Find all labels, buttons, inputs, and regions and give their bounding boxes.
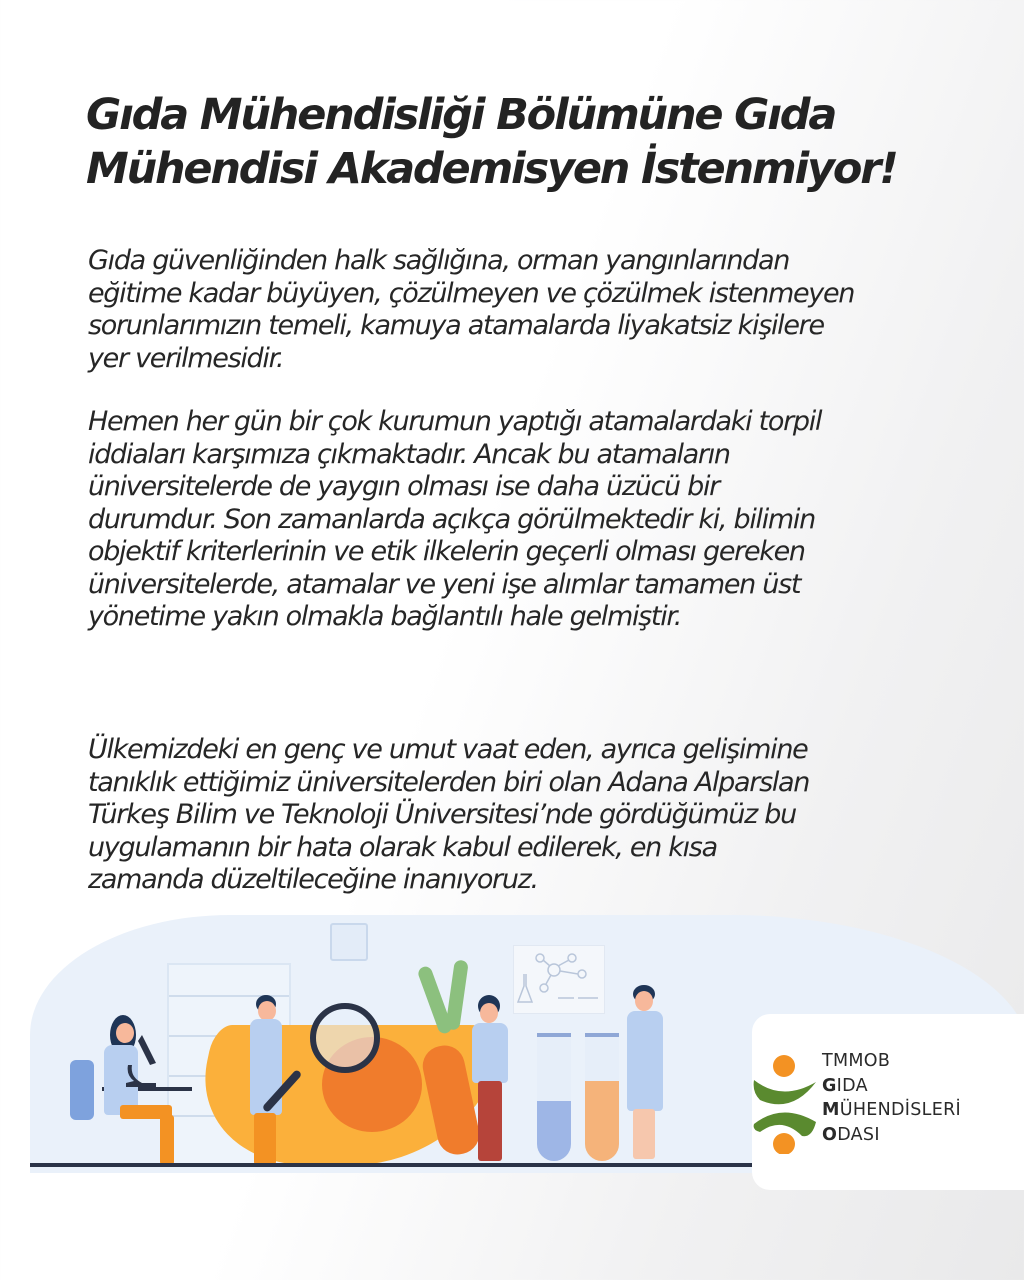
text-line: yönetime yakın olmakla bağlantılı hale gelmiştir. (88, 601, 682, 632)
text-line: eğitime kadar büyüyen, çözülmeyen ve çözülmek istenmeyen (88, 277, 855, 309)
text-line: objektif kriterlerinin ve etik ilkelerin geçerli olması gereken (88, 536, 805, 567)
headline-line-1: Gıda Mühendisliği Bölümüne Gıda (86, 90, 836, 140)
logo-line-3: MÜHENDİSLERİ (822, 1100, 962, 1120)
tmmob-gida-logo-icon (752, 1054, 822, 1154)
text-line: üniversitelerde de yaygın olması ise daha üzücü bir (88, 471, 719, 502)
test-tube-orange (585, 1033, 619, 1161)
text-line: iddiaları karşımıza çıkmaktadır. Ancak bu atamaların (88, 438, 730, 470)
logo-line-4: ODASI (822, 1124, 880, 1145)
text-line: sorunlarımızın temeli, kamuya atamalarda liyakatsiz kişilere (88, 310, 824, 341)
text-line: Türkeş Bilim ve Teknoloji Üniversitesi’nde gördüğümüz bu (88, 799, 796, 830)
microscope-icon (122, 1035, 162, 1090)
paragraph-3 (88, 734, 968, 897)
tmmob-logo-card (752, 1014, 1024, 1190)
logo-line-2: GIDA (822, 1075, 868, 1096)
molecule-chart-board (513, 945, 605, 1014)
text-line: Hemen her gün bir çok kurumun yaptığı atamalardaki torpil (88, 406, 822, 437)
text-line: üniversitelerde, atamalar ve yeni işe alımlar tamamen üst (88, 568, 801, 600)
paragraph-1 (88, 245, 968, 375)
logo-text (822, 1049, 961, 1147)
text-line: zamanda düzeltileceğine inanıyoruz. (88, 864, 538, 895)
logo-line-1: TMMOB (822, 1051, 891, 1071)
chair (70, 1060, 94, 1120)
text-line: Gıda güvenliğinden halk sağlığına, orman yangınlarından (88, 245, 790, 276)
test-tube-blue (537, 1033, 571, 1161)
text-line: tanıklık ettiğimiz üniversitelerden biri olan Adana Alparslan (88, 766, 810, 798)
magnifying-glass-icon (310, 1003, 380, 1073)
headline (86, 88, 986, 196)
headline-line-2: Mühendisi Akademisyen İstenmiyor! (86, 144, 897, 194)
text-line: durumdur. Son zamanlarda açıkça görülmektedir ki, bilimin (88, 503, 815, 535)
text-line: yer verilmesidir. (88, 342, 284, 374)
paragraph-2 (88, 406, 968, 634)
text-line: uygulamanın bir hata olarak kabul edilerek, en kısa (88, 831, 717, 863)
wall-clock-icon (330, 923, 368, 961)
text-line: Ülkemizdeki en genç ve umut vaat eden, ayrıca gelişimine (88, 734, 808, 765)
